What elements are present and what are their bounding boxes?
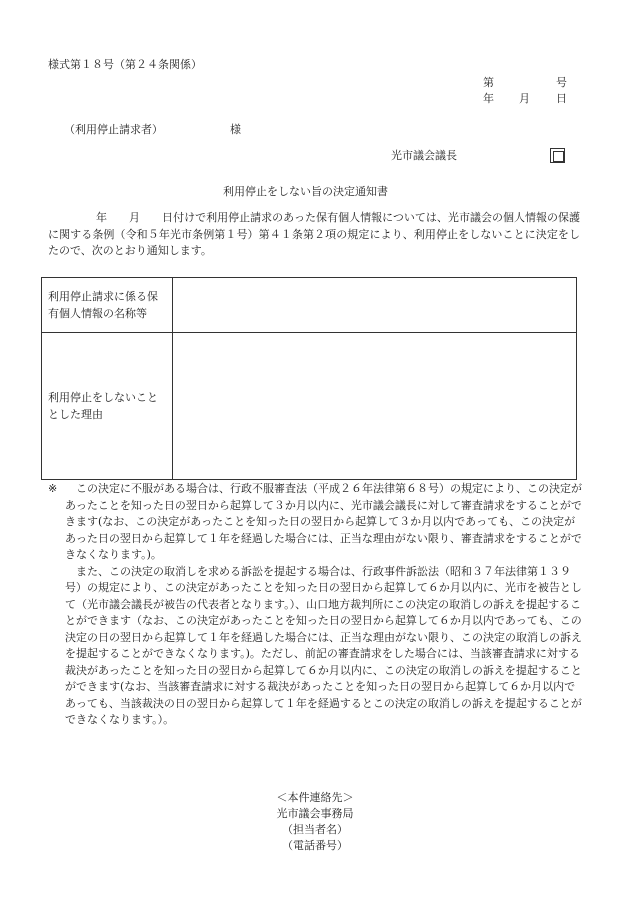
seal-stamp: [550, 148, 565, 163]
date-day: 日: [556, 92, 567, 105]
date-year: 年: [483, 92, 494, 105]
note-paragraph-1: この決定に不服がある場合は、行政不服審査法（平成２６年法律第６８号）の規定により、この決定があったことを知った日の翌日から起算して３か月以内に、光市議会議長に対して審査請求をすることができます(なお、この決定があったことを知った日の翌日から起算して３か月以内であっても、この決定があった日の翌日から起算して１年を経過した場合には、正当な理由がない限り、審査請求をすることができなくなります。)。: [65, 482, 582, 561]
recipient-suffix: 様: [230, 123, 241, 136]
info-name-value: [173, 278, 577, 333]
reason-label: 利用停止をしないこととした理由: [42, 333, 173, 480]
contact-block: [0, 790, 630, 854]
contact-office: 光市議会事務局: [276, 807, 354, 820]
note-mark: ※: [48, 482, 58, 495]
doc-number-suffix: 号: [556, 76, 567, 89]
sender: 光市議会議長: [391, 149, 457, 162]
table-row: [42, 333, 577, 480]
recipient: （利用停止請求者）: [64, 123, 163, 136]
info-table: [41, 277, 577, 480]
intro-paragraph: [48, 210, 580, 260]
intro-month: 月: [129, 211, 141, 224]
document-title: 利用停止をしない旨の決定通知書: [223, 185, 388, 198]
appeal-note: [48, 481, 582, 729]
note-paragraph-2: また、この決定の取消しを求める訴訟を提起する場合は、行政事件訴訟法（昭和３７年法律第１３９号）の規定により、この決定があったことを知った日の翌日から起算して６か月以内に、光市を被告として（光市議会議長が被告の代表者となります。）、山口地方裁判所にこの決定の取消しの訴えを提起することができます（なお、この決定があったことを知った日の翌日から起算して６か月以内であっても、この決定の日の翌日から起算して１年を経過した場合には、正当な理由がない限り、この決定の取消しの訴えを提起することができなくなります。)。ただし、前記の審査請求をした場合には、当該審査請求に対する裁決があったことを知った日の翌日から起算して６か月以内に、この決定の取消しの訴えを提起することができます(なお、当該審査請求に対する裁決があったことを知った日の翌日から起算して６か月以内であっても、当該裁決の日の翌日から起算して１年を経過するとこの決定の取消しの訴えを提起することができなくなります。）。: [65, 564, 582, 726]
table-row: [42, 278, 577, 333]
date-month: 月: [519, 92, 530, 105]
info-name-label: 利用停止請求に係る保有個人情報の名称等: [42, 278, 173, 333]
intro-body: 日付けで利用停止請求のあった保有個人情報については、光市議会の個人情報の保護に関する条例（令和５年光市条例第１号）第４１条第２項の規定により、利用停止をしないことに決定をしたので、次のとおり通知します。: [48, 211, 581, 257]
contact-phone: （電話番号）: [282, 839, 348, 852]
intro-year: 年: [96, 211, 108, 224]
form-number: 様式第１８号（第２４条関係）: [48, 58, 202, 71]
contact-person: （担当者名）: [282, 823, 348, 836]
doc-number-label: 第: [483, 76, 494, 89]
contact-heading: ＜本件連絡先＞: [276, 791, 354, 804]
reason-value: [173, 333, 577, 480]
